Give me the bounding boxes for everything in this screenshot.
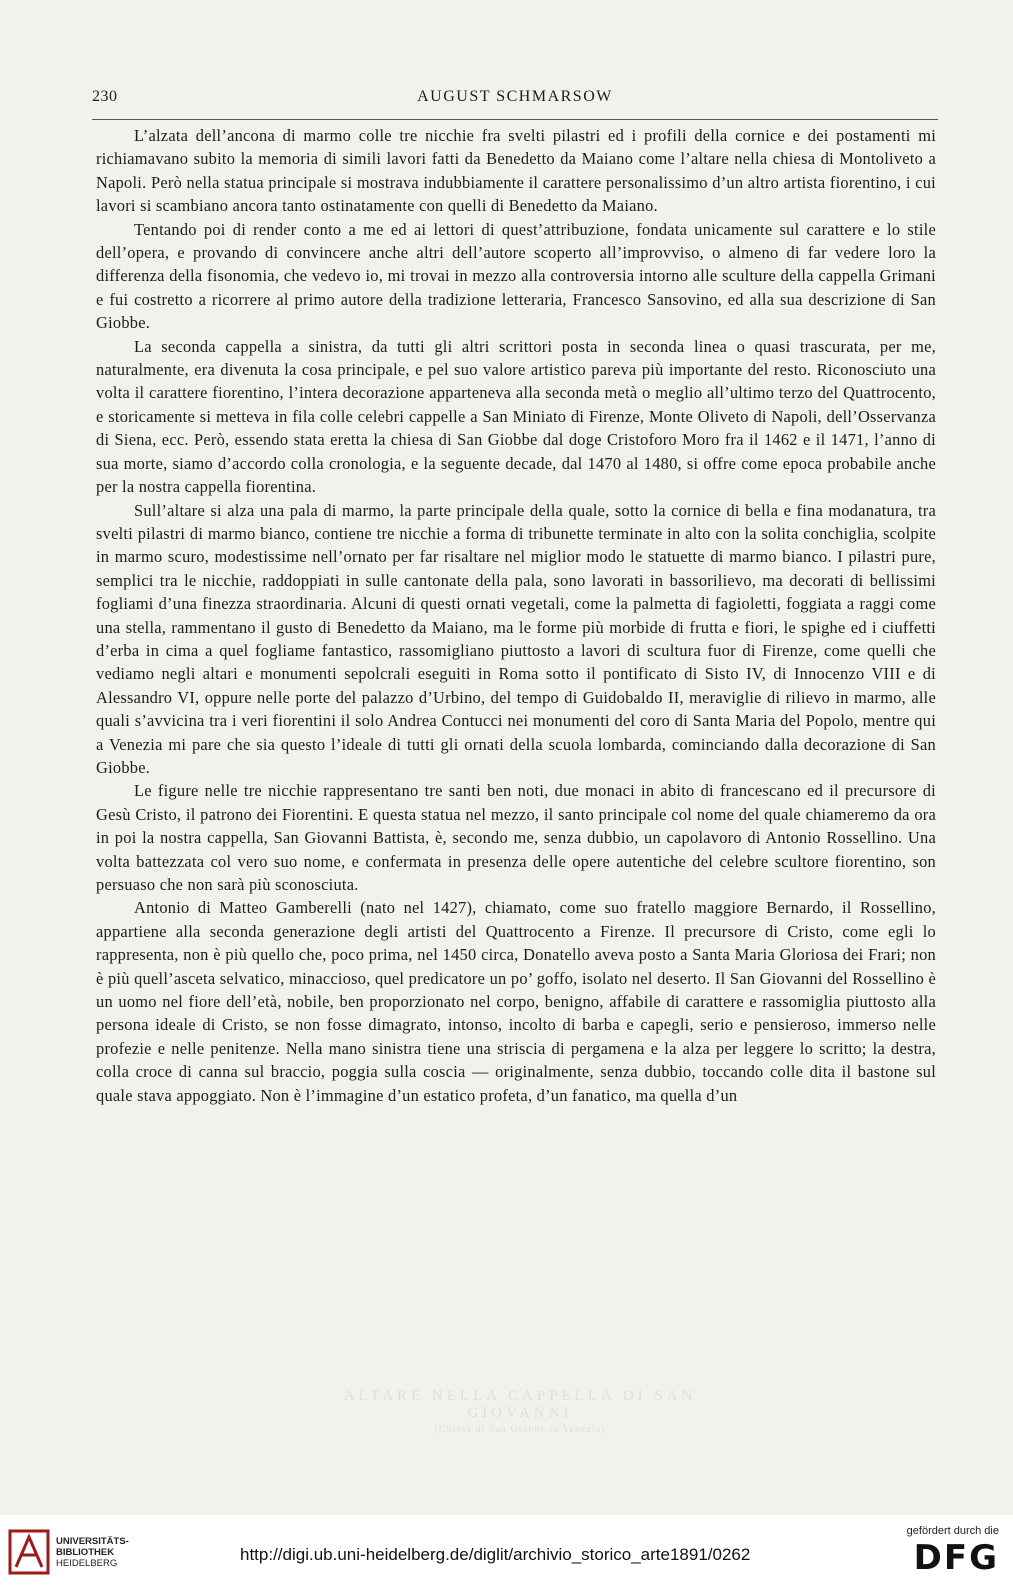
library-line2: BIBLIOTHEK xyxy=(56,1547,115,1558)
dfg-logo[interactable]: DFG xyxy=(913,1538,999,1578)
viewer-footer xyxy=(0,1515,1013,1591)
funding-notice xyxy=(907,1525,999,1577)
library-logo[interactable] xyxy=(8,1529,148,1577)
paragraph: Antonio di Matteo Gamberelli (nato nel 1427), chiamato, come suo fratello maggiore Bernardo, il Rossellino, appartiene alla seconda generazione degli artisti del Quattrocento a Firenze. Il precursore di Cristo, come egli lo rappresenta, non è più quello che, poco prima, nel 1450 circa, Donatello aveva posto a Santa Maria Gloriosa dei Frari; non è più quell’asceta selvatico, minaccioso, quel predicatore un po’ goffo, isolato nel deserto. Il San Giovanni del Rossellino è un uomo nel fiore dell’età, nobile, ben proporzionato nel corpo, benigno, affabile di carattere e rassomiglia piuttosto alla persona ideale di Cristo, se non fosse dimagrato, intonso, incolto di barba e capegli, serio e pensieroso, immerso nelle profezie e nelle penitenze. Nella mano sinistra tiene una striscia di pergamena e la alza per leggere lo scritto; la destra, colla croce di canna sul braccio, poggia sulla coscia — originalmente, senza dubbio, toccando colle dita il bastone sul quale stava appoggiato. Non è l’immagine d’un estatico profeta, d’un fanatico, ma quella d’un xyxy=(96,898,936,1105)
library-line3: HEIDELBERG xyxy=(56,1558,118,1569)
header-rule xyxy=(92,119,938,120)
bleed-through-line2: (Chiesa di San Giobbe in Venezia) xyxy=(434,1424,606,1435)
document-url-link[interactable]: http://digi.ub.uni-heidelberg.de/diglit/archivio_storico_arte1891/0262 xyxy=(240,1545,751,1564)
page-number: 230 xyxy=(92,88,118,105)
paragraph: La seconda cappella a sinistra, da tutti gli altri scrittori posta in seconda linea o quasi trascurata, per me, naturalmente, era divenuta la cosa principale, e pel suo valore artistico pareva più importante del resto. Riconosciuto una volta il carattere fiorentino, l’intera decorazione apparteneva alla seconda metà o meglio all’ultimo terzo del Quattrocento, e storicamente si metteva in fila colle celebri cappelle a San Miniato di Firenze, Monte Oliveto di Napoli, dell’Osservanza di Siena, ecc. Però, essendo stata eretta la chiesa di San Giobbe dal doge Cristoforo Moro fra il 1462 e il 1471, l’anno di sua morte, siamo d’accordo colla cronologia, e la seguente decade, dal 1470 al 1480, si offre come epoca probabile anche per la nostra cappella fiorentina. xyxy=(96,336,936,497)
library-seal-icon xyxy=(8,1529,50,1575)
running-head: AUGUST SCHMARSOW xyxy=(417,88,613,105)
funded-by-label: gefördert durch die xyxy=(906,1525,999,1537)
paragraph: Le figure nelle tre nicchie rappresentano tre santi ben noti, due monaci in abito di francescano ed il precursore di Gesù Cristo, il patrono dei Fiorentini. E questa statua nel mezzo, il santo principale col nome del quale chiameremo da ora in poi la nostra cappella, San Giovanni Battista, è, secondo me, senza dubbio, un capolavoro di Antonio Rossellino. Una volta battezzata col vero suo nome, e confermata in presenza delle opere autentiche del celebre scultore fiorentino, son persuaso che non sarà più sconosciuta. xyxy=(96,781,936,894)
paragraph: Tentando poi di render conto a me ed ai lettori di quest’attribuzione, fondata unicamente sul carattere e lo stile dell’opera, e provando di convincere anche altri dell’autore scoperto all’improvviso, o almeno di far vedere loro la differenza della fisonomia, che vedevo io, mi trovai in mezzo alla controversia intorno alle sculture della cappella Grimani e fui costretto a ricorrere al primo autore della tradizione letteraria, Francesco Sansovino, ed alla sua descrizione di San Giobbe. xyxy=(96,219,936,333)
bleed-through-caption xyxy=(310,1388,730,1435)
body-text xyxy=(96,124,936,1107)
library-line1: UNIVERSITÄTS- xyxy=(56,1536,129,1547)
library-name xyxy=(56,1536,129,1569)
paragraph: L’alzata dell’ancona di marmo colle tre nicchie fra svelti pilastri ed i profili della cornice e dei postamenti mi richiamavano subito la memoria di simili lavori fatti da Benedetto da Maiano come l’altare nella chiesa di Montoliveto a Napoli. Però nella statua principale si mostrava indubbiamente il carattere personalissimo d’un altro artista fiorentino, i cui lavori si scambiano ancora tanto ostinatamente con quelli di Benedetto da Maiano. xyxy=(96,126,936,216)
paragraph: Sull’altare si alza una pala di marmo, la parte principale della quale, sotto la cornice di bella e fina modanatura, tra svelti pilastri di marmo bianco, contiene tre nicchie a forma di tribunette terminate in alto con la solita conchiglia, scolpite in marmo scuro, modestissime nell’ornato per far risaltare nel miglior modo le statuette di marmo bianco. I pilastri pure, semplici tra le nicchie, raddoppiati in sulle cantonate della pala, sono lavorati in bassorilievo, ma decorati di bellissimi fogliami d’una finezza straordinaria. Alcuni di questi ornati vegetali, come la palmetta di fagioletti, foggiata a raggi come una stella, rammentano il gusto di Benedetto da Maiano, ma le forme più morbide di frutta e fiori, le spighe ed i ciuffetti d’erba in cima a quel fogliame fantastico, rassomigliano piuttosto a lavori di scultura fuor di Firenze, come quelli che vediamo negli altari e monumenti sepolcrali eseguiti in Roma sotto il pontificato di Sisto IV, di Innocenzo VIII e di Alessandro VI, oppure nelle porte del palazzo d’Urbino, del tempo di Guidobaldo II, meraviglie di rilievo in marmo, alle quali s’avvicina tra i veri fiorentini il solo Andrea Contucci nei monumenti del coro di Santa Maria del Popolo, mentre qui a Venezia mi pare che sia questo l’ideale di tutti gli ornati della scuola lombarda, cominciando dalla decorazione di San Giobbe. xyxy=(96,500,936,777)
page-header xyxy=(92,88,938,114)
bleed-through-line1: ALTARE NELLA CAPPELLA DI SAN GIOVANNI xyxy=(343,1388,697,1421)
